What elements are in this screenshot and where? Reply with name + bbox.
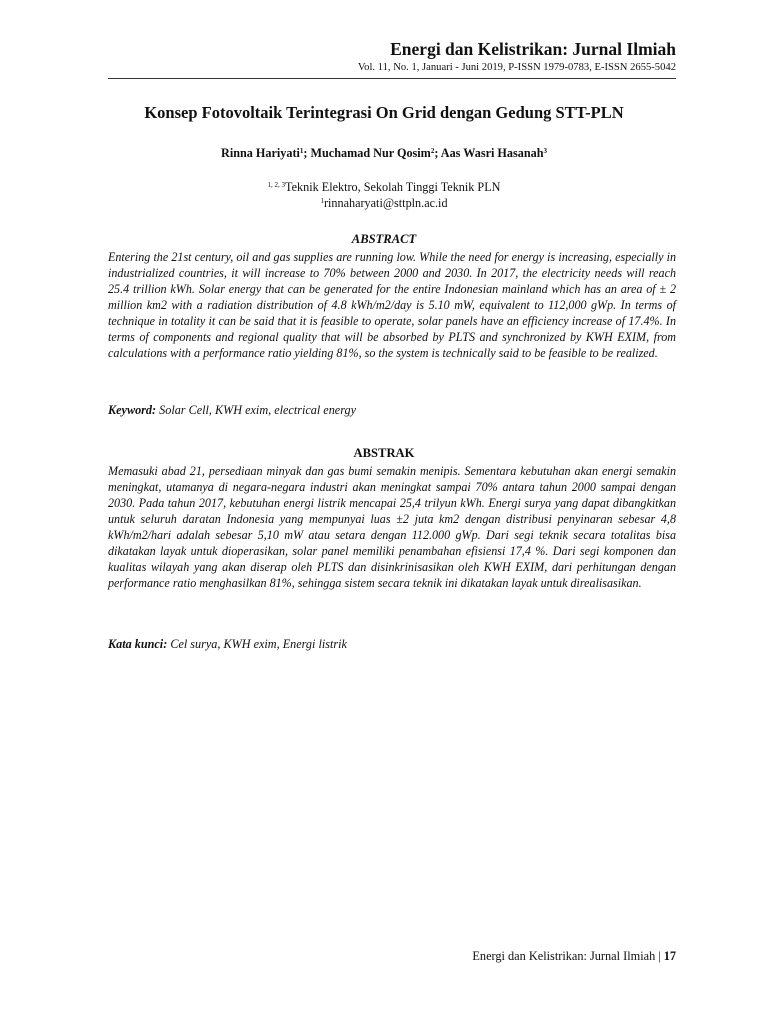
kata-kunci-line	[108, 637, 676, 652]
author-name: Rinna Hariyati	[221, 146, 300, 160]
journal-meta: Vol. 11, No. 1, Januari - Juni 2019, P-ISSN 1979-0783, E-ISSN 2655-5042	[357, 62, 676, 73]
page-number: 17	[663, 949, 676, 963]
abstrak-heading: ABSTRAK	[353, 446, 415, 460]
footer-journal: Energi dan Kelistrikan: Jurnal Ilmiah	[472, 949, 656, 963]
author-name: Muchamad Nur Qosim	[310, 146, 431, 160]
abstract-body: Entering the 21st century, oil and gas supplies are running low. While the need for energy is increasing, especially in industrialized countries, it will increase to 70% between 2000 and 2030. In 2017, the electricity needs will reach 25.4 trillion kWh. Solar energy that can be generated for the entire Indonesian mainland which has an area of ± 2 million km2 with a radiation distribution of 4.8 kWh/m2/day is 5.10 mW, equivalent to 112,000 gWp. In terms of technique in totality it can be said that it is feasible to operate, solar panels have an efficiency increase of 17.4%. In terms of components and regional quality that will be absorbed by PLTS and synchronized by KWH EXIM, from calculations with a performance ratio yielding 81%, so the system is technically said to be feasible to be realized.	[108, 250, 676, 360]
footer-separator: |	[658, 949, 661, 963]
kata-kunci-label: Kata kunci:	[108, 637, 168, 651]
email-line	[0, 195, 768, 211]
author-separator: ;	[434, 146, 441, 160]
affiliation-text: Teknik Elektro, Sekolah Tinggi Teknik PLN	[285, 180, 501, 194]
keywords-label: Keyword:	[108, 403, 157, 417]
keywords-text: Solar Cell, KWH exim, electrical energy	[159, 403, 356, 417]
abstract-heading: ABSTRACT	[351, 232, 417, 246]
email-superscript: 1	[320, 197, 324, 205]
keywords-line	[108, 403, 676, 418]
header-divider	[108, 78, 676, 79]
affiliation-block	[0, 179, 768, 211]
author-name: Aas Wasri Hasanah	[440, 146, 544, 160]
paper-title: Konsep Fotovoltaik Terintegrasi On Grid dengan Gedung STT-PLN	[144, 103, 624, 122]
affiliation-superscript: 1, 2, 3	[267, 181, 286, 189]
journal-title: Energi dan Kelistrikan: Jurnal Ilmiah	[390, 39, 676, 59]
kata-kunci-text: Cel surya, KWH exim, Energi listrik	[170, 637, 347, 651]
page-footer	[0, 949, 676, 964]
author-separator: ;	[303, 146, 311, 160]
author-superscript: 3	[543, 147, 547, 155]
author-email[interactable]: rinnaharyati@sttpln.ac.id	[323, 196, 448, 210]
author-superscript: 2	[430, 147, 435, 155]
abstrak-body: Memasuki abad 21, persediaan minyak dan gas bumi semakin menipis. Sementara kebutuhan akan energi semakin meningkat, utamanya di negara-negara industri akan meningkat sampai 70% antara tahun 2000 sampai dengan 2030. Pada tahun 2017, kebutuhan energi listrik mencapai 25,4 trilyun kWh. Energi surya yang dapat dibangkitkan untuk seluruh daratan Indonesia yang mempunyai luas ±2 juta km2 dengan distribusi penyinaran sebesar 4,8 kWh/m2/hari adalah sebesar 5,10 mW atau setara dengan 112.000 gWp. Dari segi teknik secara totalitas bisa dikatakan layak untuk dioperasikan, solar panel memiliki penambahan efisiensi 17,4 %. Dari segi komponen dan kualitas wilayah yang akan diserap oleh PLTS dan disinkrinisasikan oleh KWH EXIM, dari perhitungan dengan performance ratio menghasilkan 81%, sehingga sistem secara teknik ini dikatakan layak untuk direalisasikan.	[108, 464, 676, 590]
affiliation-line	[0, 179, 768, 195]
journal-header	[0, 38, 676, 75]
author-list	[0, 146, 768, 161]
author-superscript: 1	[299, 147, 304, 155]
